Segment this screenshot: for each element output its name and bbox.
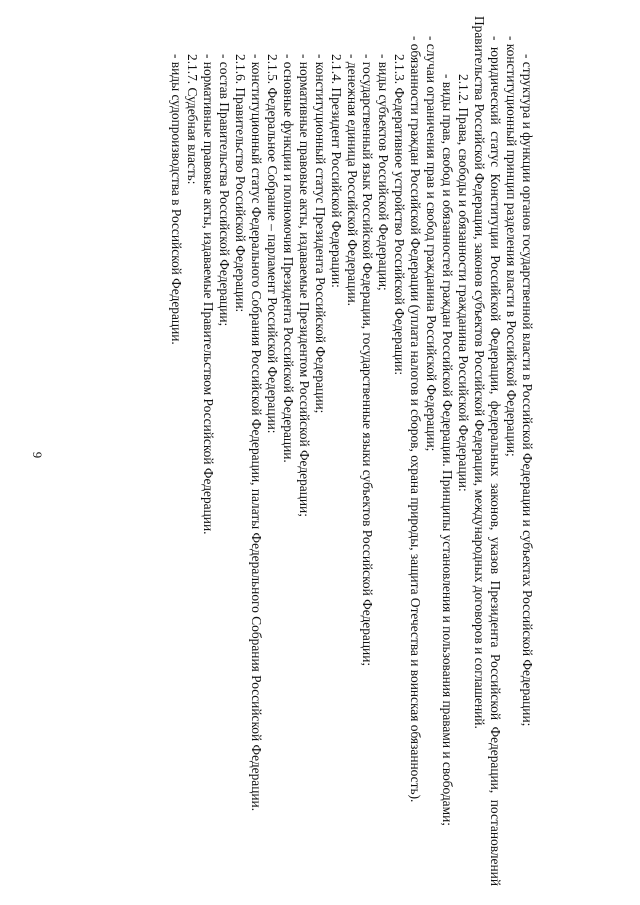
section-heading: 2.1.5. Федеральное Собрание – парламент Российской Федерации:	[264, 54, 280, 434]
paragraph: - конституционный принцип разделения власти в Российской Федерации;	[504, 36, 520, 457]
section-heading: 2.1.4. Президент Российской Федерации:	[328, 54, 344, 288]
paragraph: - виды субъектов Российской Федерации;	[376, 54, 392, 291]
page-number: 9	[30, 451, 44, 459]
paragraph: - виды судопроизводства в Российской Федерации.	[169, 54, 185, 345]
paragraph: - денежная единица Российской Федерации.	[344, 54, 360, 307]
paragraph: - случаи ограничения прав и свобод гражданина Российской Федерации;	[424, 36, 440, 452]
paragraph: - виды прав, свобод и обязанностей граждан Российской Федерации. Принципы установления и пользования правами и свободами;	[440, 74, 456, 826]
paragraph: - нормативные правовые акты, издаваемые Правительством Российской Федерации.	[200, 54, 216, 535]
section-heading: 2.1.2. Права, свободы и обязанности гражданина Российской Федерации:	[456, 74, 472, 492]
paragraph: - основные функции и полномочия Президента Российской Федерации.	[280, 54, 296, 463]
section-heading: 2.1.3. Федеративное устройство Российской Федерации:	[392, 54, 408, 376]
paragraph: - нормативные правовые акты, издаваемые Президентом Российской Федерации;	[296, 54, 312, 517]
paragraph: - государственный язык Российской Федерации, государственные языки субъектов Российской Федерации;	[360, 54, 376, 667]
paragraph: - состав Правительства Российской Федерации;	[216, 54, 232, 327]
paragraph: - обязанности граждан Российской Федерации (уплата налогов и сборов, охрана природы, защита Отечества и воинская обязанность).	[408, 36, 424, 803]
section-heading: 2.1.6. Правительство Российской Федерации:	[232, 54, 248, 313]
paragraph: - структура и функции органов государственной власти в Российской Федерации и субъектах Российской Федерации;	[520, 54, 535, 727]
rotated-page-body	[55, 16, 535, 886]
document-text	[168, 16, 535, 886]
paragraph: - юридический статус Конституции Российской Федерации, федеральных законов, указов Президента Российской Федерации, постановлений Правительства Российской Федерации, законов субъектов Российской Федерации, международных договоров и соглашений.	[472, 16, 504, 886]
paragraph: - конституционный статус Федерального Собрания Российской Федерации, палаты Федерального Собрания Российской Федерации.	[248, 54, 264, 812]
section-heading: 2.1.7. Судебная власть:	[184, 54, 200, 185]
paragraph: - конституционный статус Президента Российской Федерации;	[312, 54, 328, 414]
